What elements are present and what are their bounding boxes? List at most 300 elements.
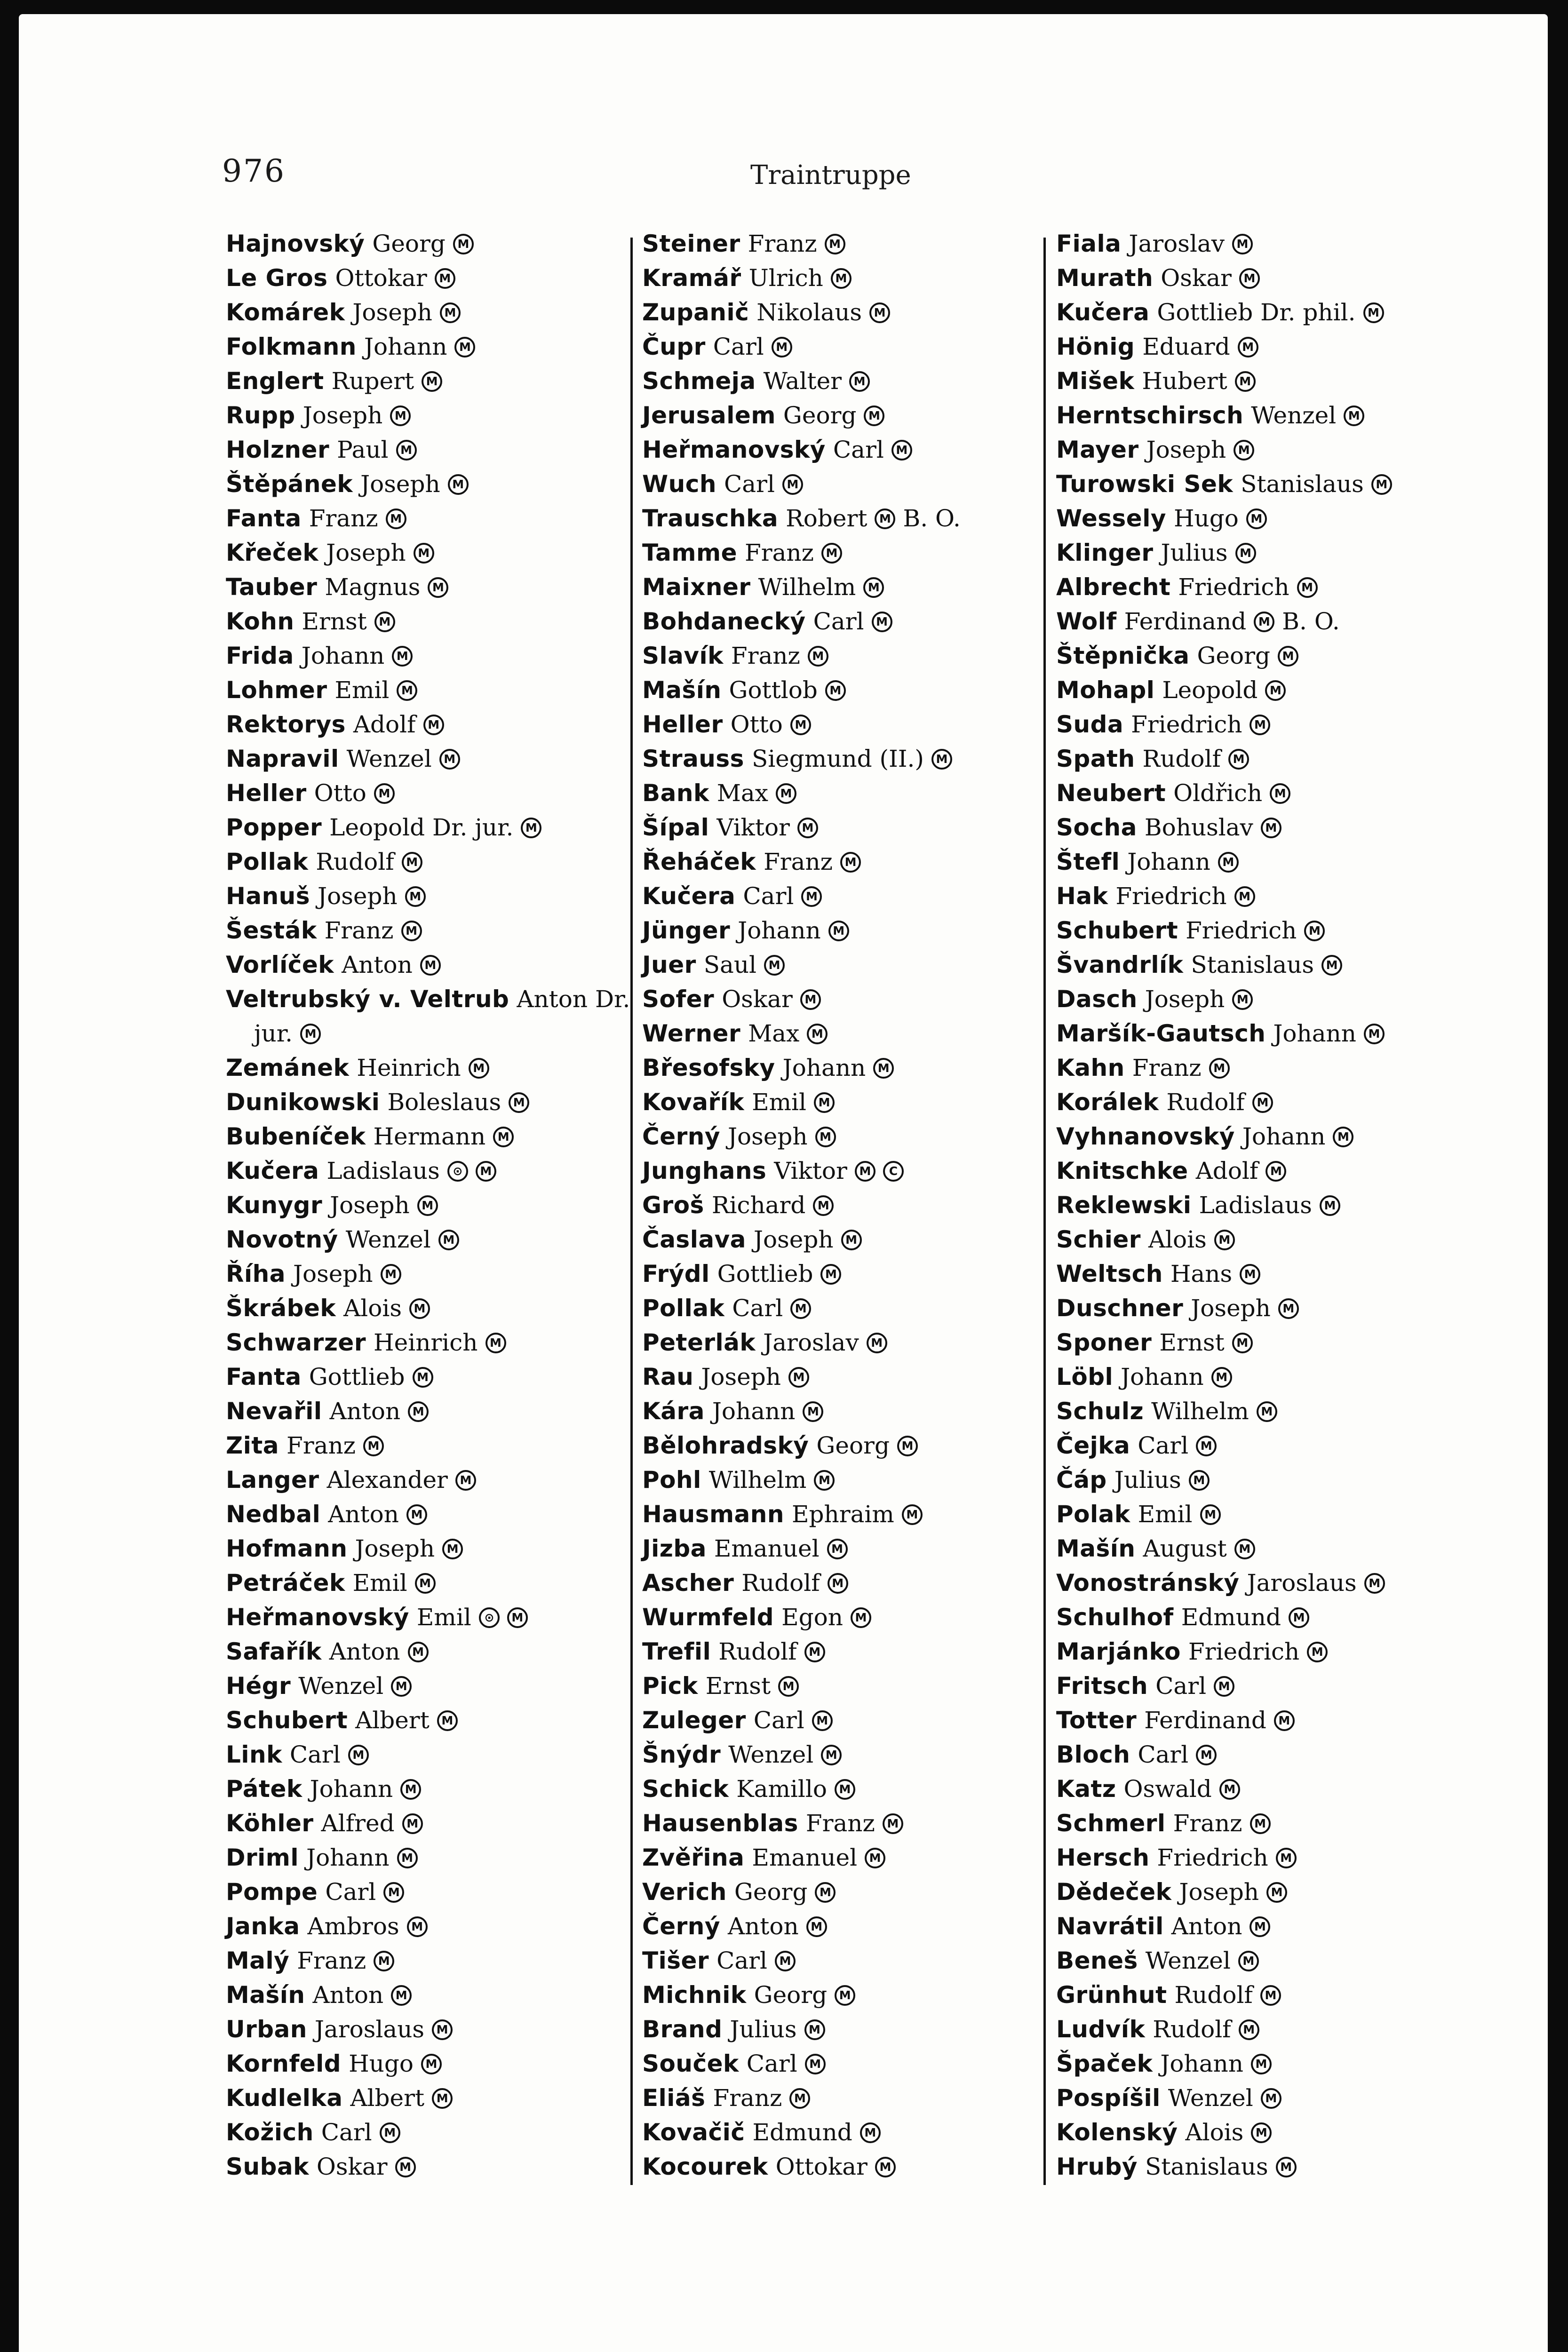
medal-m-icon: M: [860, 2122, 881, 2143]
medal-m-icon: M: [835, 1779, 855, 1800]
medal-m-icon: M: [825, 680, 846, 701]
entry-given-name: Hermann: [373, 1123, 486, 1150]
medal-m-icon: M: [413, 1367, 433, 1388]
entry-given-name: Joseph: [355, 1535, 435, 1562]
medal-m-icon: M: [1251, 2054, 1272, 2074]
medal-m-icon: M: [1307, 1642, 1328, 1662]
medal-m-icon: M: [841, 1230, 862, 1250]
name-entry: [226, 1360, 640, 1394]
entry-surname: Hanuš: [226, 882, 310, 910]
name-entry: [226, 673, 640, 707]
medal-m-icon: M: [864, 405, 884, 426]
name-entry: [1056, 982, 1470, 1017]
medal-m-icon: M: [800, 989, 821, 1010]
entry-surname: Hersch: [1056, 1844, 1150, 1871]
medal-m-icon: M: [1261, 818, 1281, 838]
page-number: 976: [222, 153, 286, 189]
entry-surname: Beneš: [1056, 1947, 1138, 1974]
entry-surname: Verich: [642, 1878, 727, 1906]
entry-surname: Popper: [226, 814, 322, 841]
name-entry: [642, 261, 1056, 295]
entry-surname: Napravil: [226, 745, 339, 772]
entry-given-name: Rupert: [331, 367, 414, 395]
entry-surname: Kahn: [1056, 1054, 1125, 1081]
medal-m-icon: M: [1265, 680, 1286, 701]
medal-m-icon: M: [828, 1573, 848, 1594]
medal-m-icon: M: [455, 1470, 476, 1491]
entry-surname: Malý: [226, 1947, 290, 1974]
entry-surname: Dědeček: [1056, 1878, 1172, 1906]
entry-given-name: Gottlieb: [717, 1260, 813, 1287]
name-entry: [642, 1463, 1056, 1497]
name-entry: [226, 467, 640, 501]
entry-given-name: Friedrich: [1157, 1844, 1268, 1871]
entry-surname: Pátek: [226, 1775, 302, 1803]
entry-given-name: Otto: [314, 779, 366, 807]
name-entry: [226, 398, 640, 433]
entry-given-name: Stanislaus: [1241, 470, 1364, 498]
medal-m-icon: M: [867, 1333, 887, 1353]
name-entry: [1056, 1532, 1470, 1566]
name-entry: [642, 2150, 1056, 2184]
name-column-1: [226, 227, 640, 2184]
entry-surname: Murath: [1056, 264, 1154, 292]
medal-m-icon: M: [509, 1092, 529, 1113]
entry-given-name: Gottlieb: [309, 1363, 405, 1391]
name-entry: [226, 707, 640, 742]
entry-given-name: Wilhelm: [1151, 1398, 1249, 1425]
name-entry: [642, 227, 1056, 261]
entry-given-name: Emanuel: [714, 1535, 820, 1562]
entry-surname: Vyhnanovský: [1056, 1123, 1235, 1150]
medal-m-icon: M: [1214, 1676, 1234, 1697]
entry-given-name: Emil: [352, 1569, 407, 1597]
entry-given-name: Carl: [743, 882, 794, 910]
medal-m-icon: M: [827, 1539, 848, 1559]
entry-surname: Ascher: [642, 1569, 734, 1597]
name-entry: [642, 501, 1056, 536]
entry-suffix: B. O.: [903, 505, 961, 532]
entry-given-name: Carl: [1155, 1672, 1207, 1700]
name-entry: [226, 1875, 640, 1909]
medal-m-icon: M: [374, 612, 395, 632]
entry-surname: Eliáš: [642, 2084, 706, 2112]
entry-surname: Junghans: [642, 1157, 767, 1184]
medal-m-icon: M: [1214, 1230, 1235, 1250]
entry-surname: Schier: [1056, 1226, 1141, 1253]
name-entry: [226, 1120, 640, 1154]
medal-m-icon: M: [1240, 1264, 1260, 1285]
name-entry: [1056, 1566, 1470, 1600]
medal-m-icon: M: [790, 1298, 811, 1319]
entry-surname: Kocourek: [642, 2153, 768, 2180]
entry-given-name: Rudolf: [1174, 1981, 1253, 2009]
name-entry: [1056, 295, 1470, 330]
entry-given-name: Otto: [730, 711, 783, 738]
entry-surname: Kučera: [642, 882, 736, 910]
entry-given-name: Leopold Dr. jur.: [329, 814, 514, 841]
name-entry: [642, 467, 1056, 501]
entry-surname: Suda: [1056, 711, 1124, 738]
entry-given-name: Johann: [310, 1775, 393, 1803]
medal-m-icon: M: [1250, 1916, 1270, 1937]
entry-surname: Le Gros: [226, 264, 328, 292]
entry-given-name: Ottokar: [335, 264, 427, 292]
entry-surname: Katz: [1056, 1775, 1116, 1803]
name-entry: [1056, 433, 1470, 467]
entry-given-name: Joseph: [701, 1363, 781, 1391]
medal-m-icon: M: [1363, 302, 1384, 323]
medal-c-icon: C: [883, 1161, 904, 1182]
medal-m-icon: M: [421, 2054, 442, 2074]
entry-surname: Dasch: [1056, 985, 1138, 1013]
entry-surname: Safařík: [226, 1638, 322, 1665]
medal-m-icon: M: [1239, 268, 1260, 289]
entry-given-name: Egon: [781, 1604, 843, 1631]
entry-given-name: Franz: [805, 1810, 875, 1837]
name-entry: [642, 1291, 1056, 1326]
medal-m-icon: M: [828, 921, 849, 941]
name-entry: [226, 261, 640, 295]
medal-m-icon: M: [409, 1298, 430, 1319]
entry-given-name: Johann: [1160, 2050, 1243, 2077]
medal-m-icon: M: [1232, 989, 1253, 1010]
entry-surname: Rupp: [226, 402, 295, 429]
entry-given-name: Ernst: [1159, 1329, 1225, 1356]
entry-surname: Grünhut: [1056, 1981, 1167, 2009]
entry-surname: Zemánek: [226, 1054, 350, 1081]
medal-m-icon: M: [775, 1951, 796, 1971]
entry-surname: Wuch: [642, 470, 716, 498]
entry-given-name: Alois: [343, 1295, 402, 1322]
medal-m-icon: M: [1219, 1779, 1240, 1800]
entry-surname: Fanta: [226, 505, 302, 532]
entry-line: [226, 982, 640, 1017]
entry-given-name: Carl: [724, 470, 775, 498]
entry-given-name: Kamillo: [736, 1775, 827, 1803]
entry-given-name: Friedrich: [1188, 1638, 1300, 1665]
medal-m-icon: M: [872, 612, 892, 632]
entry-surname: Hofmann: [226, 1535, 348, 1562]
entry-given-name: Anton Dr.: [517, 985, 630, 1013]
entry-surname: Holzner: [226, 436, 330, 463]
entry-surname: Tauber: [226, 573, 318, 601]
medal-m-icon: M: [835, 1985, 855, 2006]
entry-surname: Tamme: [642, 539, 738, 566]
entry-surname: Šesták: [226, 917, 317, 944]
entry-surname: Subak: [226, 2153, 309, 2180]
name-entry: [1056, 536, 1470, 570]
medal-m-icon: M: [1234, 440, 1254, 461]
name-entry: [1056, 227, 1470, 261]
medal-m-icon: M: [875, 2157, 896, 2177]
name-entry: [1056, 604, 1470, 639]
medal-m-icon: M: [902, 1504, 923, 1525]
name-entry: [226, 501, 640, 536]
entry-surname: Englert: [226, 367, 324, 395]
name-entry: [1056, 364, 1470, 398]
entry-surname: Čejka: [1056, 1432, 1130, 1459]
medal-m-icon: M: [414, 543, 434, 564]
entry-given-name: Rudolf: [718, 1638, 797, 1665]
entry-given-name: Franz: [748, 230, 817, 257]
medal-m-icon: M: [863, 577, 884, 598]
entry-given-name: Hugo: [349, 2050, 414, 2077]
name-entry: [1056, 1841, 1470, 1875]
name-entry: [642, 1188, 1056, 1223]
medal-m-icon: M: [821, 1745, 842, 1765]
entry-given-name: Boleslaus: [387, 1089, 501, 1116]
entry-given-name: Franz: [324, 917, 394, 944]
medal-m-icon: M: [1278, 1298, 1299, 1319]
entry-given-name: Friedrich: [1186, 917, 1297, 944]
entry-surname: Knitschke: [1056, 1157, 1188, 1184]
entry-given-name: Max: [716, 779, 768, 807]
entry-surname: Bank: [642, 779, 709, 807]
name-entry: [642, 1703, 1056, 1738]
entry-given-name: Jaroslav: [763, 1329, 859, 1356]
entry-surname: Herntschirsch: [1056, 402, 1244, 429]
medal-m-icon: M: [825, 234, 845, 254]
name-entry: [1056, 1806, 1470, 1841]
entry-surname: Jizba: [642, 1535, 707, 1562]
entry-given-name: Wenzel: [298, 1672, 384, 1700]
entry-surname: Werner: [642, 1020, 741, 1047]
name-entry: [226, 1429, 640, 1463]
medal-m-icon: M: [1209, 1058, 1230, 1079]
entry-given-name: Emil: [1138, 1501, 1193, 1528]
name-entry: [1056, 1909, 1470, 1944]
entry-given-name: Carl: [289, 1741, 341, 1768]
entry-surname: Schubert: [1056, 917, 1178, 944]
entry-surname: Kunygr: [226, 1192, 323, 1219]
name-entry: [226, 1532, 640, 1566]
medal-m-icon: M: [875, 509, 895, 529]
name-entry: [1056, 1669, 1470, 1703]
entry-given-name: Siegmund (II.): [751, 745, 924, 772]
entry-surname: Nedbal: [226, 1501, 321, 1528]
entry-given-name: Rudolf: [1153, 2016, 1231, 2043]
entry-given-name: Johann: [738, 917, 821, 944]
name-entry: [1056, 1978, 1470, 2012]
entry-given-name: Anton: [727, 1913, 799, 1940]
name-entry: [1056, 845, 1470, 879]
medal-m-icon: M: [897, 1436, 918, 1456]
medal-m-icon: M: [1235, 371, 1256, 392]
medal-m-icon: M: [931, 749, 952, 770]
entry-given-name: Oldřich: [1173, 779, 1263, 807]
medal-m-icon: M: [1364, 1024, 1385, 1044]
medal-m-icon: M: [790, 715, 811, 735]
entry-surname: Kolenský: [1056, 2119, 1178, 2146]
entry-given-name: Leopold: [1162, 676, 1258, 704]
entry-surname: Hausmann: [642, 1501, 784, 1528]
medal-m-icon: M: [1189, 1470, 1210, 1491]
name-entry: [1056, 1772, 1470, 1806]
entry-given-name: Georg: [372, 230, 446, 257]
entry-given-name: Franz: [731, 642, 800, 669]
entry-given-name: Franz: [745, 539, 814, 566]
entry-given-name: Georg: [734, 1878, 808, 1906]
name-entry: [226, 1738, 640, 1772]
name-entry: [1056, 1257, 1470, 1291]
medal-m-icon: M: [507, 1607, 528, 1628]
name-entry: [1056, 1326, 1470, 1360]
entry-given-name: Alfred: [321, 1810, 395, 1837]
entry-given-name: Joseph: [1179, 1878, 1259, 1906]
name-entry: [1056, 261, 1470, 295]
medal-m-icon: M: [804, 1642, 825, 1662]
entry-surname: Heller: [226, 779, 307, 807]
entry-given-name: Wenzel: [1251, 402, 1337, 429]
medal-m-icon: M: [1251, 2122, 1272, 2143]
name-entry: [226, 1291, 640, 1326]
medal-m-icon: M: [391, 1985, 412, 2006]
entry-surname: Rektorys: [226, 711, 346, 738]
medal-m-icon: M: [1266, 1161, 1286, 1182]
entry-surname: Heřmanovský: [642, 436, 826, 463]
medal-m-icon: M: [1211, 1367, 1232, 1388]
name-entry: [642, 1497, 1056, 1532]
name-entry: [226, 1600, 640, 1635]
medal-m-icon: M: [1252, 1092, 1273, 1113]
entry-given-name: Robert: [786, 505, 868, 532]
entry-surname: Driml: [226, 1844, 299, 1871]
name-entry: [642, 295, 1056, 330]
entry-surname: Křeček: [226, 539, 319, 566]
entry-given-name: Emil: [752, 1089, 807, 1116]
medal-m-icon: M: [801, 886, 822, 907]
entry-given-name: Max: [748, 1020, 800, 1047]
medal-m-icon: M: [493, 1127, 514, 1147]
medal-m-icon: M: [363, 1436, 384, 1456]
medal-m-icon: M: [1266, 1882, 1287, 1903]
medal-m-icon: M: [812, 1710, 833, 1731]
medal-m-icon: M: [374, 783, 395, 804]
entry-given-name: Oswald: [1123, 1775, 1212, 1803]
name-entry: [642, 1394, 1056, 1429]
name-entry: [1056, 1635, 1470, 1669]
entry-given-name: Carl: [1138, 1741, 1189, 1768]
entry-surname: Pollak: [642, 1295, 725, 1322]
medal-m-icon: M: [778, 1676, 799, 1697]
name-entry: [226, 810, 640, 845]
name-entry: [226, 1566, 640, 1600]
medal-m-icon: M: [1234, 886, 1255, 907]
entry-given-name: Julius: [1114, 1466, 1181, 1494]
name-entry: [1056, 1738, 1470, 1772]
medal-m-icon: M: [851, 1607, 871, 1628]
medal-m-icon: M: [831, 268, 852, 289]
name-entry: [226, 2047, 640, 2081]
name-entry: [642, 810, 1056, 845]
entry-given-name: Heinrich: [357, 1054, 461, 1081]
entry-surname: Maršík-Gautsch: [1056, 1020, 1266, 1047]
name-entry: [642, 639, 1056, 673]
entry-surname: Tišer: [642, 1947, 709, 1974]
entry-given-name: Bohuslav: [1144, 814, 1253, 841]
name-entry: [1056, 914, 1470, 948]
entry-surname: Turowski Sek: [1056, 470, 1234, 498]
entry-given-name: Joseph: [326, 539, 406, 566]
entry-given-name: Joseph: [1146, 436, 1226, 463]
name-entry: [226, 1326, 640, 1360]
entry-surname: Rau: [642, 1363, 694, 1391]
name-entry: [226, 2150, 640, 2184]
entry-surname: Černý: [642, 1913, 720, 1940]
name-entry: [1056, 1085, 1470, 1120]
name-entry: [226, 1978, 640, 2012]
medal-m-icon: M: [374, 1951, 394, 1971]
name-entry: [226, 1944, 640, 1978]
entry-given-name: Johann: [712, 1398, 796, 1425]
name-entry: [226, 536, 640, 570]
entry-surname: Jerusalem: [642, 402, 776, 429]
name-entry: [226, 879, 640, 914]
entry-surname: Bloch: [1056, 1741, 1130, 1768]
entry-given-name: Rudolf: [316, 848, 394, 875]
medal-m-icon: M: [395, 2157, 416, 2177]
entry-surname: Duschner: [1056, 1295, 1184, 1322]
entry-surname: Korálek: [1056, 1089, 1159, 1116]
medal-m-icon: M: [855, 1161, 876, 1182]
medal-m-icon: M: [821, 543, 842, 564]
entry-surname: Kučera: [1056, 299, 1150, 326]
name-entry: [642, 1635, 1056, 1669]
name-entry: [226, 1051, 640, 1085]
medal-m-icon: M: [453, 234, 474, 254]
name-entry: [226, 1806, 640, 1841]
entry-given-name: Alois: [1185, 2119, 1244, 2146]
entry-given-name: Carl: [833, 436, 884, 463]
medal-m-icon: M: [815, 1127, 836, 1147]
medal-m-icon: M: [1278, 646, 1298, 667]
entry-surname: Hausenblas: [642, 1810, 798, 1837]
name-entry: [1056, 1017, 1470, 1051]
medal-m-icon: M: [1228, 749, 1249, 770]
entry-surname: Navrátil: [1056, 1913, 1164, 1940]
medal-m-icon: M: [408, 1401, 429, 1422]
medal-m-icon: M: [402, 1813, 423, 1834]
name-entry: [642, 1566, 1056, 1600]
name-entry: [1056, 1944, 1470, 1978]
entry-surname: Štěpnička: [1056, 642, 1190, 669]
medal-m-icon: M: [764, 955, 785, 976]
entry-surname: Mašín: [226, 1981, 305, 2009]
medal-m-icon: M: [1297, 577, 1318, 598]
document-page: [19, 14, 1548, 2352]
name-entry: [226, 639, 640, 673]
entry-surname: Hrubý: [1056, 2153, 1138, 2180]
entry-surname: Löbl: [1056, 1363, 1114, 1391]
name-entry: [642, 2012, 1056, 2047]
entry-surname: Lohmer: [226, 676, 327, 704]
entry-given-name: Johann: [782, 1054, 866, 1081]
name-entry: [642, 1738, 1056, 1772]
name-entry: [642, 1154, 1056, 1188]
entry-given-name: Emil: [416, 1604, 471, 1631]
entry-given-name: Friedrich: [1115, 882, 1227, 910]
entry-surname: Černý: [642, 1123, 720, 1150]
entry-surname: Čáp: [1056, 1466, 1107, 1494]
entry-surname: Neubert: [1056, 779, 1166, 807]
medal-m-icon: M: [1218, 852, 1239, 873]
entry-given-name: Franz: [287, 1432, 356, 1459]
medal-m-icon: M: [521, 818, 541, 838]
medal-m-icon: M: [401, 921, 422, 941]
medal-m-icon: M: [1276, 1848, 1297, 1868]
medal-m-icon: M: [486, 1333, 506, 1353]
